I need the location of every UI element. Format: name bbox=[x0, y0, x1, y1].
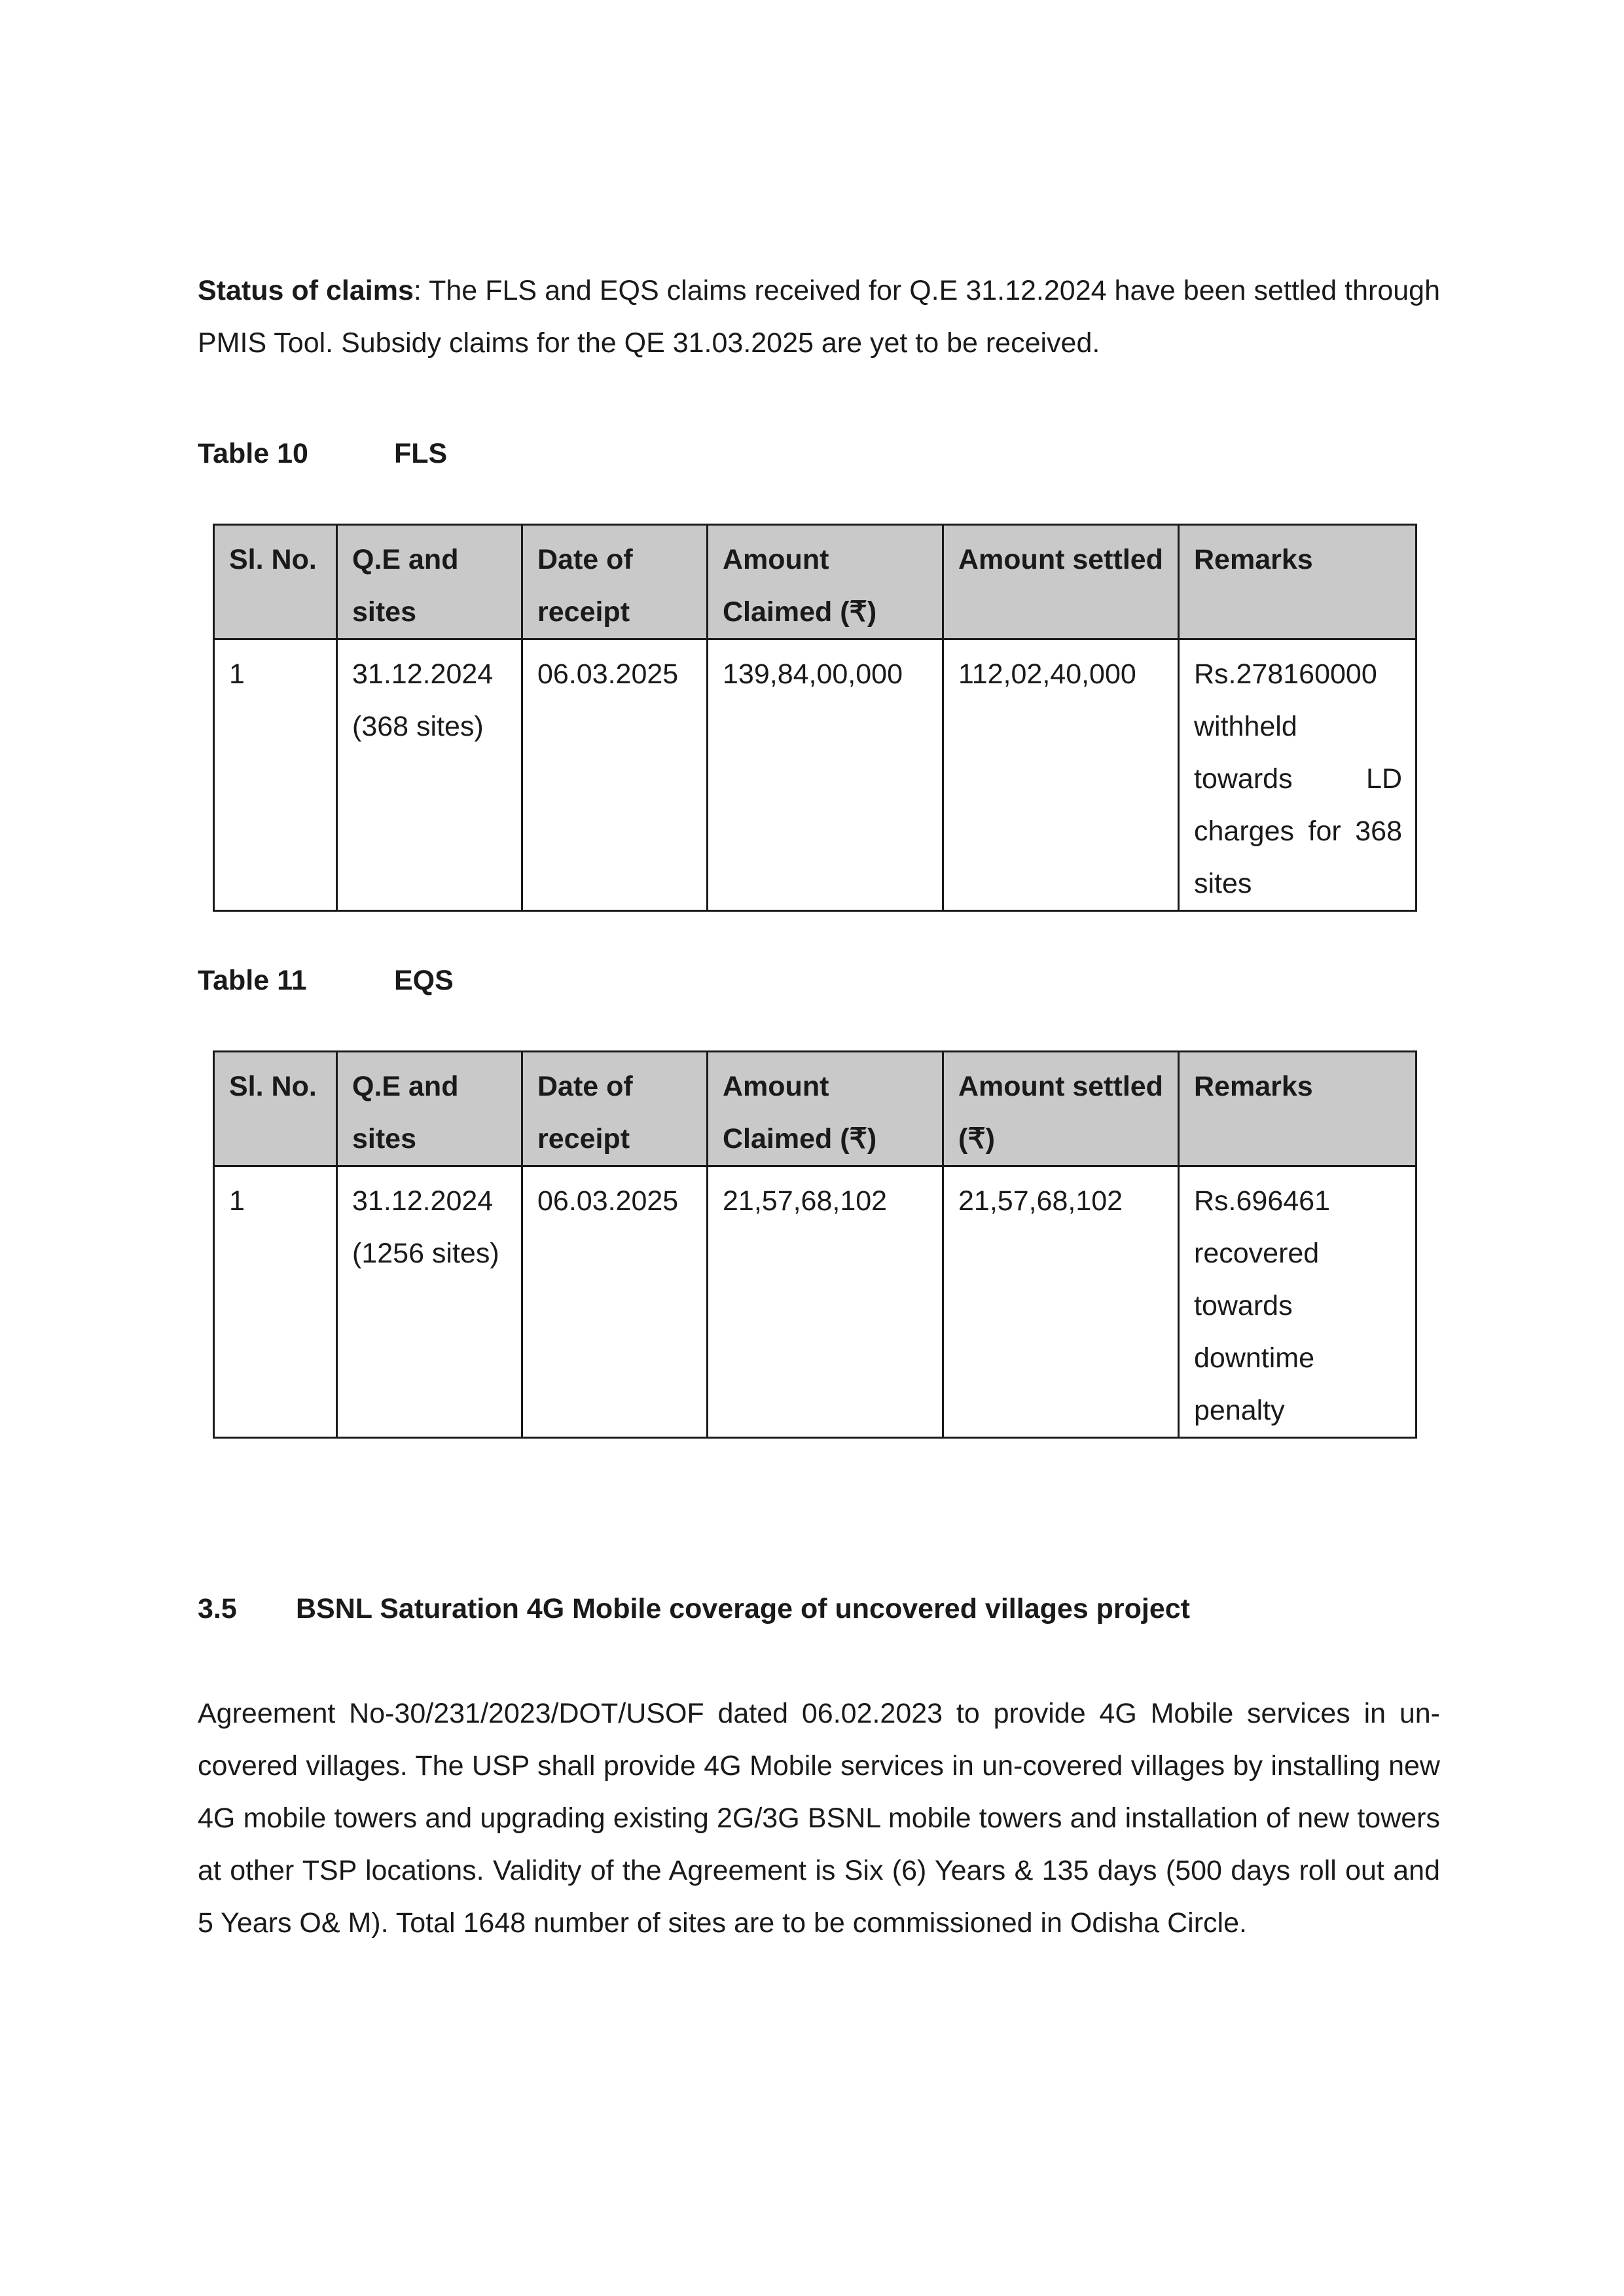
header-amount-settled: Amount settled bbox=[943, 525, 1179, 639]
table11-name: EQS bbox=[394, 965, 454, 996]
header-remarks: Remarks bbox=[1179, 525, 1416, 639]
header-qe-sites: Q.E and sites bbox=[337, 1052, 522, 1166]
header-sl-no: Sl. No. bbox=[214, 525, 337, 639]
cell-remarks: Rs.278160000 withheld towards LD charges for 368 sites bbox=[1179, 639, 1416, 911]
table-header-row bbox=[214, 1052, 1416, 1166]
table10-number: Table 10 bbox=[198, 438, 308, 469]
status-paragraph bbox=[198, 264, 1440, 369]
status-label: Status of claims bbox=[198, 275, 414, 306]
header-qe-sites: Q.E and sites bbox=[337, 525, 522, 639]
header-remarks: Remarks bbox=[1179, 1052, 1416, 1166]
cell-date-receipt: 06.03.2025 bbox=[522, 639, 708, 911]
header-amount-settled: Amount settled (₹) bbox=[943, 1052, 1179, 1166]
header-date-receipt: Date of receipt bbox=[522, 525, 708, 639]
eqs-table bbox=[213, 1050, 1417, 1439]
fls-table bbox=[213, 524, 1417, 912]
section-body: Agreement No-30/231/2023/DOT/USOF dated 06.02.2023 to provide 4G Mobile services in un-covered villages. The USP shall provide 4G Mobile services in un-covered villages by installing new 4G mobile towers and upgrading existing 2G/3G BSNL mobile towers and installation of new towers at other TSP locations. Validity of the Agreement is Six (6) Years & 135 days (500 days roll out and 5 Years O& M). Total 1648 number of sites are to be commissioned in Odisha Circle. bbox=[198, 1698, 1440, 1939]
cell-qe-sites: 31.12.2024 (368 sites) bbox=[337, 639, 522, 911]
header-sl-no: Sl. No. bbox=[214, 1052, 337, 1166]
header-amount-claimed: Amount Claimed (₹) bbox=[708, 1052, 943, 1166]
section-number: 3.5 bbox=[198, 1593, 237, 1624]
cell-sl-no: 1 bbox=[214, 1166, 337, 1438]
table10-name: FLS bbox=[394, 438, 448, 469]
cell-amount-claimed: 139,84,00,000 bbox=[708, 639, 943, 911]
table-header-row bbox=[214, 525, 1416, 639]
cell-amount-settled: 112,02,40,000 bbox=[943, 639, 1179, 911]
cell-amount-settled: 21,57,68,102 bbox=[943, 1166, 1179, 1438]
header-amount-claimed: Amount Claimed (₹) bbox=[708, 525, 943, 639]
cell-qe-sites: 31.12.2024 (1256 sites) bbox=[337, 1166, 522, 1438]
header-date-receipt: Date of receipt bbox=[522, 1052, 708, 1166]
cell-date-receipt: 06.03.2025 bbox=[522, 1166, 708, 1438]
cell-remarks: Rs.696461 recovered towards downtime penalty bbox=[1179, 1166, 1416, 1438]
table11-number: Table 11 bbox=[198, 965, 307, 996]
table11-caption bbox=[198, 962, 454, 999]
cell-amount-claimed: 21,57,68,102 bbox=[708, 1166, 943, 1438]
table-row bbox=[214, 639, 1416, 911]
cell-sl-no: 1 bbox=[214, 639, 337, 911]
section-title: BSNL Saturation 4G Mobile coverage of uncovered villages project bbox=[296, 1593, 1191, 1624]
section-heading bbox=[198, 1590, 1191, 1627]
table10-caption bbox=[198, 435, 448, 472]
status-text: : The FLS and EQS claims received for Q.E 31.12.2024 have been settled through PMIS Tool. Subsidy claims for the QE 31.03.2025 are yet to be received. bbox=[198, 275, 1440, 359]
table-row bbox=[214, 1166, 1416, 1438]
